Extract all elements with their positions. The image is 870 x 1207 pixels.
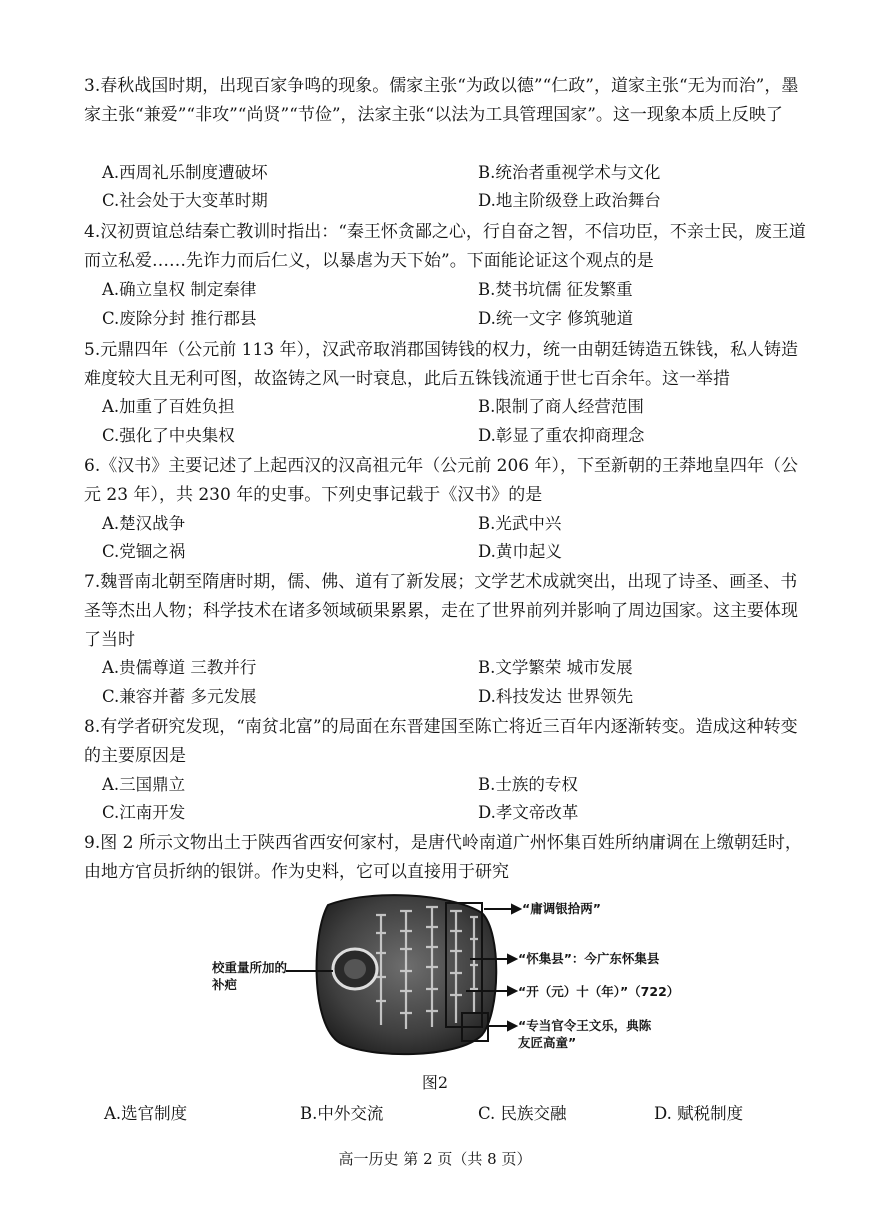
q9-option-c: C. 民族交融 [478,1104,567,1123]
q7-option-c: C.兼容并蓄 多元发展 [102,687,257,706]
question-7-stem: 7.魏晋南北朝至隋唐时期，儒、佛、道有了新发展；文学艺术成就突出，出现了诗圣、画圣、书圣等杰出人物；科学技术在诸多领域硕果累累，走在了世界前列并影响了周边国家。这主要体现了当时 [84,572,798,650]
q4-option-a: A.确立皇权 制定秦律 [102,280,257,299]
q3-option-b: B.统治者重视学术与文化 [478,163,661,182]
q3-option-a: A.西周礼乐制度遭破坏 [102,163,268,182]
question-6-stem: 6.《汉书》主要记述了上起西汉的汉高祖元年（公元前 206 年），下至新朝的王莽地皇四年（公元 23 年），共 230 年的史事。下列史事记载于《汉书》的是 [84,456,798,505]
silver-cake-figure [200,893,720,1063]
q5-option-d: D.彰显了重农抑商理念 [478,426,645,445]
q5-option-c: C.强化了中央集权 [102,426,235,445]
q4-option-b: B.焚书坑儒 征发繁重 [478,280,633,299]
question-5-stem: 5.元鼎四年（公元前 113 年），汉武帝取消郡国铸钱的权力，统一由朝廷铸造五铢钱，私人铸造难度较大且无利可图，故盗铸之风一时衰息，此后五铢钱流通于世七百余年。这一举措 [84,340,798,389]
q6-option-d: D.黄巾起义 [478,542,562,561]
q5-option-a: A.加重了百姓负担 [102,397,235,416]
question-9-stem: 9.图 2 所示文物出土于陕西省西安何家村，是唐代岭南道广州怀集百姓所纳庸调在上缴朝廷时，由地方官员折纳的银饼。作为史料，它可以直接用于研究 [84,833,802,882]
question-4-stem: 4.汉初贾谊总结秦亡教训时指出：“秦王怀贪鄙之心，行自奋之智，不信功臣，不亲士民，废王道而立私爱……先诈力而后仁义，以暴虐为天下始”。下面能论证这个观点的是 [84,222,806,271]
q3-option-c: C.社会处于大变革时期 [102,191,268,210]
q5-option-b: B.限制了商人经营范围 [478,397,644,416]
q4-option-d: D.统一文字 修筑驰道 [478,309,634,328]
q8-option-c: C.江南开发 [102,803,186,822]
label-official-1: “专当官令王文乐，典陈 [518,1018,652,1033]
q6-option-a: A.楚汉战争 [102,514,186,533]
silver-cake-image [200,893,720,1063]
q7-option-a: A.贵儒尊道 三教并行 [102,658,257,677]
q9-option-d: D. 赋税制度 [654,1104,744,1123]
q6-option-b: B.光武中兴 [478,514,562,533]
figure-caption: 图2 [421,1073,449,1092]
q9-option-b: B.中外交流 [300,1104,384,1123]
page-footer: 高一历史 第 2 页（共 8 页） [338,1150,532,1168]
label-kaiyuan: “开（元）十（年）”（722） [518,984,680,999]
question-3-stem: 3.春秋战国时期，出现百家争鸣的现象。儒家主张“为政以德”“仁政”，道家主张“无为而治”，墨家主张“兼爱”“非攻”“尚贤”“节俭”，法家主张“以法为工具管理国家”。这一现象本质上反映了 [84,76,799,125]
q7-option-d: D.科技发达 世界领先 [478,687,634,706]
q9-option-a: A.选官制度 [104,1104,188,1123]
label-yongdiao: “庸调银拾两” [522,901,601,916]
question-8-stem: 8.有学者研究发现，“南贫北富”的局面在东晋建国至陈亡将近三百年内逐渐转变。造成这种转变的主要原因是 [84,717,798,766]
q6-option-c: C.党锢之祸 [102,542,186,561]
q7-option-b: B.文学繁荣 城市发展 [478,658,633,677]
label-huaiji: “怀集县”：今广东怀集县 [518,951,660,966]
label-patch-2: 补疤 [212,977,238,992]
q4-option-c: C.废除分封 推行郡县 [102,309,257,328]
q8-option-d: D.孝文帝改革 [478,803,579,822]
q3-option-d: D.地主阶级登上政治舞台 [478,191,661,210]
q8-option-b: B.士族的专权 [478,775,578,794]
label-patch-1: 校重量所加的 [212,960,288,975]
label-official-2: 友匠高童” [518,1035,577,1050]
q8-option-a: A.三国鼎立 [102,775,186,794]
